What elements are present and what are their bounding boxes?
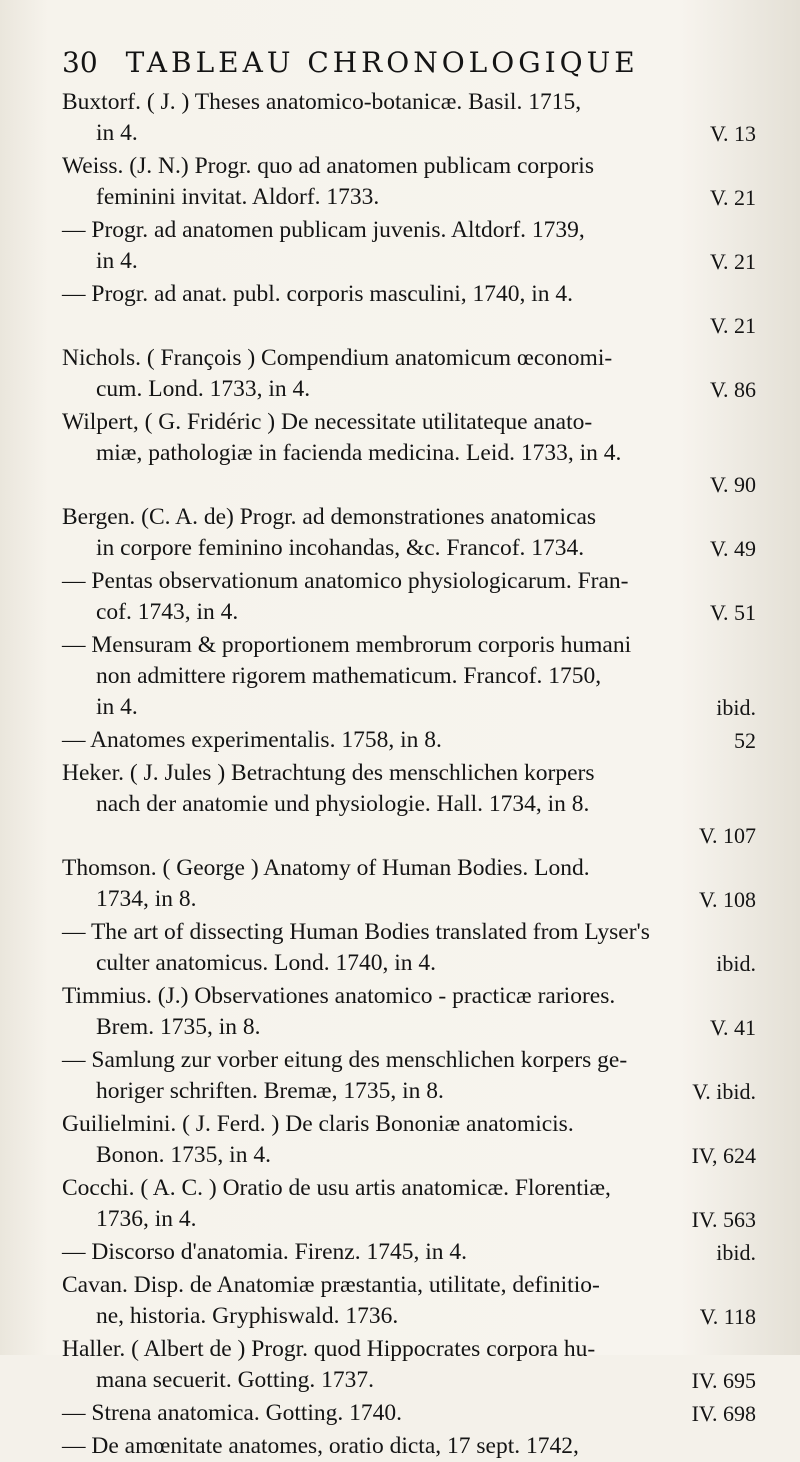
entry-line	[62, 820, 756, 851]
volume-reference: V. 49	[709, 536, 756, 561]
entry-line	[62, 1398, 756, 1429]
entry-line	[62, 1045, 756, 1076]
entry-text: — Progr. ad anatomen publicam juvenis. Altdorf. 1739,	[62, 217, 585, 243]
entry-line	[62, 469, 756, 500]
volume-reference: V. 13	[709, 121, 756, 146]
entry-text: 1736, in 4.	[96, 1206, 197, 1232]
entry-text: Bergen. (C. A. de) Progr. ad demonstrationes anatomicas	[62, 504, 597, 530]
volume-reference: 52	[734, 728, 756, 753]
bibliography-entry	[62, 853, 756, 915]
entry-text: Guilielmini. ( J. Ferd. ) De claris Bononiæ anatomicis.	[62, 1111, 574, 1137]
entry-line	[62, 343, 756, 374]
entry-line	[62, 1270, 756, 1301]
entry-text: — Mensuram & proportionem membrorum corporis humani	[62, 632, 632, 658]
entry-text: — Progr. ad anat. publ. corporis masculini, 1740, in 4.	[62, 281, 574, 307]
entry-line	[62, 789, 756, 820]
entry-line	[62, 692, 756, 723]
entry-text: 1734, in 8.	[96, 886, 197, 912]
bibliography-entry	[62, 151, 756, 213]
bibliography-entry	[62, 1109, 756, 1171]
page-number: 30	[62, 46, 98, 79]
entry-line	[62, 151, 756, 182]
entry-line	[62, 758, 756, 789]
volume-reference: V. 108	[698, 887, 756, 912]
entry-text: — Discorso d'anatomia. Firenz. 1745, in 4.	[62, 1239, 467, 1265]
entry-line	[62, 182, 756, 213]
entry-text: in 4.	[96, 120, 138, 146]
entry-line	[62, 661, 756, 692]
entry-text: Brem. 1735, in 8.	[96, 1014, 261, 1040]
entry-line	[62, 374, 756, 405]
bibliography-entry	[62, 566, 756, 628]
entry-line	[62, 438, 756, 469]
entry-text: cof. 1743, in 4.	[96, 599, 239, 625]
entry-text: Cavan. Disp. de Anatomiæ præstantia, utilitate, definitio-	[62, 1272, 600, 1298]
bibliography-entry	[62, 1237, 756, 1268]
entry-line	[62, 884, 756, 915]
volume-reference: V. ibid.	[692, 1079, 756, 1104]
entry-line	[62, 1431, 756, 1462]
entry-text: — Samlung zur vorber eitung des menschlichen korpers ge-	[62, 1047, 628, 1073]
entry-text: in corpore feminino incohandas, &c. Francof. 1734.	[96, 535, 585, 561]
volume-reference: V. 86	[709, 377, 756, 402]
entry-line	[62, 1140, 756, 1171]
entry-text: Bonon. 1735, in 4.	[96, 1142, 271, 1168]
entry-line	[62, 407, 756, 438]
entry-line	[62, 310, 756, 341]
entry-line	[62, 1301, 756, 1332]
entry-line	[62, 853, 756, 884]
entry-text: in 4.	[96, 248, 138, 274]
entry-text: in 4.	[96, 694, 138, 720]
entry-line	[62, 917, 756, 948]
bibliography-entry	[62, 215, 756, 277]
volume-reference: ibid.	[716, 951, 756, 976]
bibliography-entry	[62, 917, 756, 979]
entry-line	[62, 502, 756, 533]
bibliography-entry	[62, 343, 756, 405]
entry-text: Cocchi. ( A. C. ) Oratio de usu artis anatomicæ. Florentiæ,	[62, 1175, 611, 1201]
entry-text: feminini invitat. Aldorf. 1733.	[96, 184, 380, 210]
entry-text: — Pentas observationum anatomico physiologicarum. Fran-	[62, 568, 629, 594]
entry-line	[62, 533, 756, 564]
entry-text: Buxtorf. ( J. ) Theses anatomico-botanicæ. Basil. 1715,	[62, 89, 582, 115]
entry-text: miæ, pathologiæ in facienda medicina. Leid. 1733, in 4.	[96, 440, 622, 466]
entry-text: Thomson. ( George ) Anatomy of Human Bodies. Lond.	[62, 855, 590, 881]
bibliography-entry	[62, 630, 756, 723]
volume-reference: V. 41	[709, 1015, 756, 1040]
volume-reference: V. 21	[709, 185, 756, 210]
entry-line	[62, 597, 756, 628]
entry-text: non admittere rigorem mathematicum. Francof. 1750,	[96, 663, 602, 689]
entry-line	[62, 87, 756, 118]
bibliography-entry	[62, 1431, 756, 1462]
entry-line	[62, 1365, 756, 1396]
bibliography-entry	[62, 1270, 756, 1332]
bibliography-entry	[62, 502, 756, 564]
bibliography-entry	[62, 1334, 756, 1396]
volume-reference: V. 51	[709, 600, 756, 625]
entry-text: — De amœnitate anatomes, oratio dicta, 17 sept. 1742,	[62, 1433, 579, 1459]
entry-line	[62, 1012, 756, 1043]
entry-text: culter anatomicus. Lond. 1740, in 4.	[96, 950, 437, 976]
bibliography-entry	[62, 407, 756, 500]
entry-text: Heker. ( J. Jules ) Betrachtung des menschlichen korpers	[62, 760, 595, 786]
volume-reference: IV. 563	[691, 1207, 756, 1232]
entry-text: nach der anatomie und physiologie. Hall. 1734, in 8.	[96, 791, 590, 817]
volume-reference: V. 90	[709, 472, 756, 497]
volume-reference: IV. 698	[691, 1401, 756, 1426]
bibliography-entry	[62, 725, 756, 756]
volume-reference: IV. 695	[691, 1368, 756, 1393]
entry-line	[62, 1204, 756, 1235]
entry-line	[62, 566, 756, 597]
entry-text: — Strena anatomica. Gotting. 1740.	[62, 1400, 403, 1426]
entry-text: mana secuerit. Gotting. 1737.	[96, 1367, 375, 1393]
entry-line	[62, 981, 756, 1012]
entry-line	[62, 246, 756, 277]
entry-line	[62, 279, 756, 310]
bibliography-entry	[62, 87, 756, 149]
entry-text: Weiss. (J. N.) Progr. quo ad anatomen publicam corporis	[62, 153, 594, 179]
volume-reference: ibid.	[716, 695, 756, 720]
entry-text: Timmius. (J.) Observationes anatomico - practicæ rariores.	[62, 983, 616, 1009]
volume-reference: V. 107	[698, 823, 756, 848]
entry-line	[62, 725, 756, 756]
entry-text: Haller. ( Albert de ) Progr. quod Hippocrates corpora hu-	[62, 1336, 596, 1362]
bibliography-entry	[62, 1173, 756, 1235]
entry-line	[62, 1334, 756, 1365]
entry-text: — The art of dissecting Human Bodies translated from Lyser's	[62, 919, 650, 945]
entry-text: ne, historia. Gryphiswald. 1736.	[96, 1303, 399, 1329]
bibliography-list	[62, 87, 756, 1462]
volume-reference: IV, 624	[691, 1143, 756, 1168]
volume-reference: ibid.	[716, 1240, 756, 1265]
entry-line	[62, 1237, 756, 1268]
volume-reference: V. 21	[709, 313, 756, 338]
bibliography-entry	[62, 1398, 756, 1429]
entry-line	[62, 1109, 756, 1140]
entry-line	[62, 215, 756, 246]
entry-text: cum. Lond. 1733, in 4.	[96, 376, 311, 402]
entry-text: Nichols. ( François ) Compendium anatomicum œconomi-	[62, 345, 613, 371]
entry-line	[62, 948, 756, 979]
page-header	[62, 46, 756, 79]
volume-reference: V. 118	[699, 1304, 756, 1329]
running-title: TABLEAU CHRONOLOGIQUE	[125, 46, 639, 79]
entry-text: — Anatomes experimentalis. 1758, in 8.	[62, 727, 442, 753]
bibliography-entry	[62, 758, 756, 851]
volume-reference: V. 21	[709, 249, 756, 274]
entry-text: Wilpert, ( G. Fridéric ) De necessitate utilitateque anato-	[62, 409, 593, 435]
entry-line	[62, 1173, 756, 1204]
entry-line	[62, 630, 756, 661]
entry-text: horiger schriften. Bremæ, 1735, in 8.	[96, 1078, 444, 1104]
bibliography-entry	[62, 981, 756, 1043]
entry-line	[62, 118, 756, 149]
entry-line	[62, 1076, 756, 1107]
bibliography-entry	[62, 279, 756, 341]
bibliography-entry	[62, 1045, 756, 1107]
